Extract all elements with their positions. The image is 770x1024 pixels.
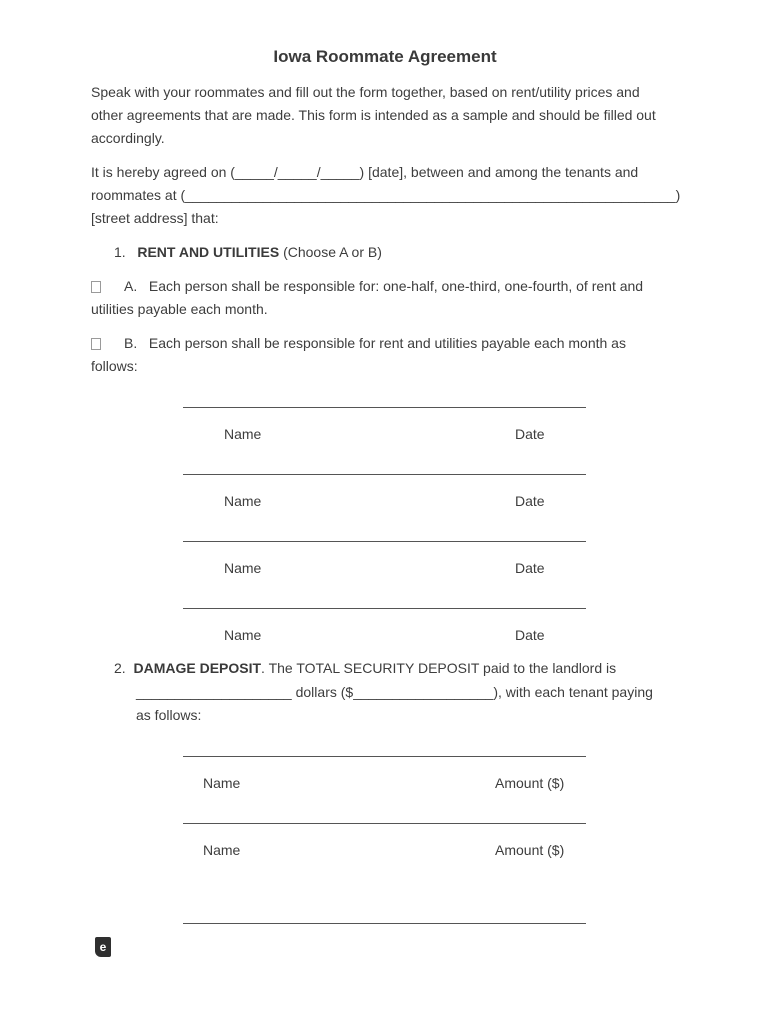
date-label: Date (515, 493, 545, 509)
option-b-text (91, 332, 691, 378)
section-text: . The TOTAL SECURITY DEPOSIT paid to the landlord is (261, 660, 617, 676)
brand-logo-icon: e (95, 937, 111, 957)
signature-line[interactable] (183, 756, 586, 757)
agreement-line: [street address] that: (91, 210, 219, 226)
deposit-text-line: as follows: (136, 707, 202, 723)
name-label: Name (203, 842, 241, 858)
intro-line: accordingly. (91, 130, 165, 146)
name-label: Name (224, 560, 262, 576)
signature-line[interactable] (183, 823, 586, 824)
option-a-text (91, 275, 691, 321)
section-heading: DAMAGE DEPOSIT (133, 660, 262, 676)
agreement-paragraph (91, 161, 691, 230)
signature-line[interactable] (183, 407, 586, 408)
option-line: B. Each person shall be responsible for rent and utilities payable each month as (124, 335, 626, 351)
section-rent-utilities-heading (114, 241, 382, 264)
option-line: A. Each person shall be responsible for: one-half, one-third, one-fourth, of rent and (124, 278, 644, 294)
date-label: Date (515, 560, 545, 576)
document-title: Iowa Roommate Agreement (273, 47, 497, 66)
deposit-amount-line: ____________________ dollars ($__________________), with each tenant paying (136, 684, 653, 700)
agreement-line: It is hereby agreed on (_____/_____/_____) [date], between and among the tenants and (91, 164, 639, 180)
date-label: Date (515, 627, 545, 643)
section-number: 2. (114, 660, 126, 676)
agreement-line: roommates at (_______________________________________________________________) (91, 187, 681, 203)
section-damage-deposit-heading (114, 657, 616, 680)
intro-line: Speak with your roommates and fill out the form together, based on rent/utility prices and (91, 84, 640, 100)
date-label: Date (515, 426, 545, 442)
section-heading: RENT AND UTILITIES (137, 244, 280, 260)
name-label: Name (224, 627, 262, 643)
signature-line[interactable] (183, 608, 586, 609)
signature-line[interactable] (183, 541, 586, 542)
amount-label: Amount ($) (495, 775, 565, 791)
name-label: Name (224, 493, 262, 509)
option-line: follows: (91, 358, 138, 374)
intro-paragraph (91, 81, 691, 150)
section-number: 1. (114, 244, 126, 260)
signature-line[interactable] (183, 923, 586, 924)
signature-line[interactable] (183, 474, 586, 475)
amount-label: Amount ($) (495, 842, 565, 858)
intro-line: other agreements that are made. This form is intended as a sample and should be filled out (91, 107, 656, 123)
name-label: Name (203, 775, 241, 791)
section-note: (Choose A or B) (283, 244, 382, 260)
name-label: Name (224, 426, 262, 442)
option-line: utilities payable each month. (91, 301, 268, 317)
